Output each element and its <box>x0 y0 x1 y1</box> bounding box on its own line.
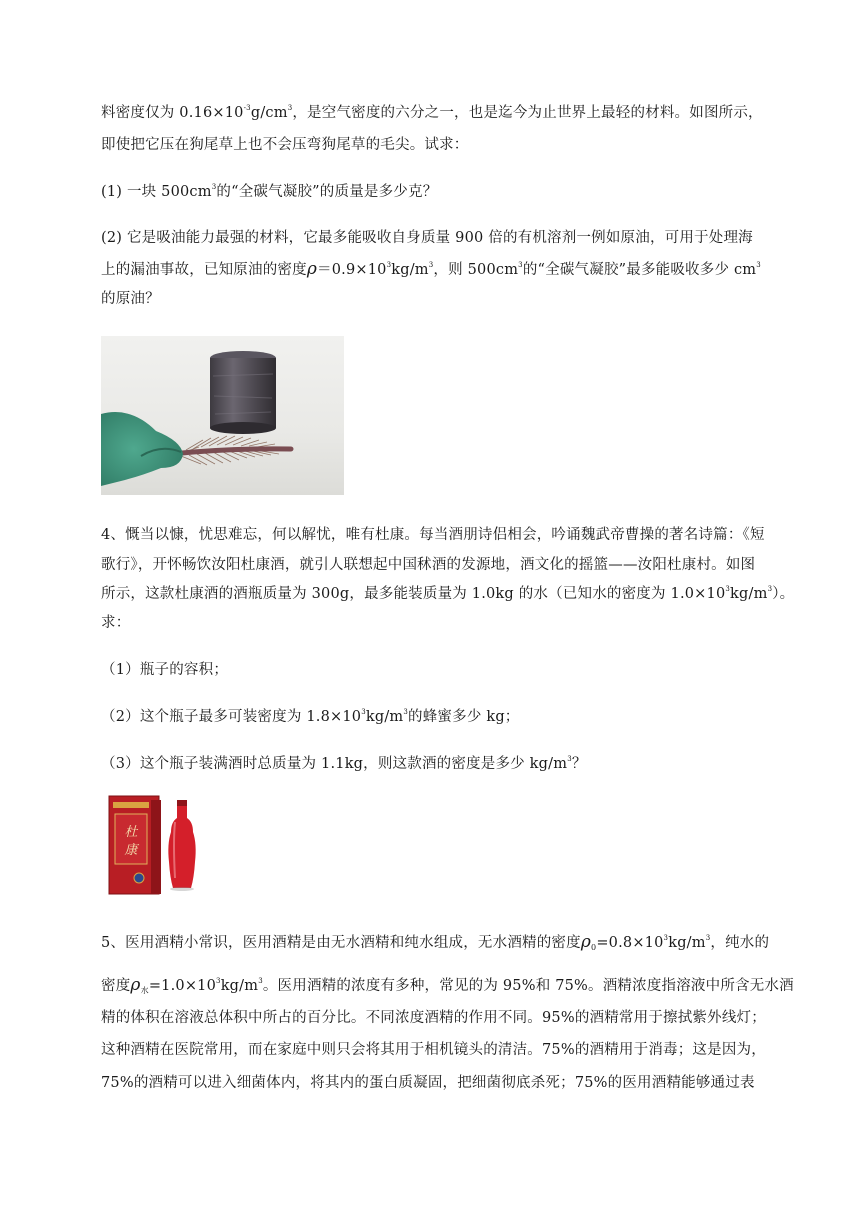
question-3-2-line-1: (2) 它是吸油能力最强的材料，它最多能吸收自身质量 900 倍的有机溶剂一例如原油，可用于处理海 <box>101 230 753 246</box>
problem5-text-line-3: 精的体积在溶液总体积中所占的百分比。不同浓度酒精的作用不同。95%的酒精常用于擦拭紫外线灯； <box>101 1010 766 1026</box>
question-4-2: （2）这个瓶子最多可装密度为 $1.8\times 10^3kg/m^3$的蜂蜜多少 kg； <box>101 708 520 725</box>
box-brand-text-2: 康 <box>124 843 138 858</box>
question-4-1: （1）瓶子的容积； <box>101 662 229 678</box>
question-3-2-line-3: 的原油？ <box>101 291 160 307</box>
aerogel-on-grass-photo <box>101 336 344 495</box>
problem4-text-line-4: 求： <box>101 615 131 631</box>
question-3-2-line-2: 上的漏油事故，已知原油的密度$\rho=0.9\times 10^3kg/m^3$，则 $500cm^3$的“全碳气凝胶”最多能吸收多少 $cm^3$ <box>101 259 761 279</box>
problem3-text-line-2: 即使把它压在狗尾草上也不会压弯狗尾草的毛尖。试求： <box>101 137 469 153</box>
problem3-text-line-1: 料密度仅为 $0.16\times 10^{-3}g/cm^3$，是空气密度的六分之一，也是迄今为止世界上最轻的材料。如图所示， <box>101 104 763 121</box>
question-4-3: （3）这个瓶子装满酒时总质量为 1.1kg，则这款酒的密度是多少 $kg/m^3$？ <box>101 755 587 772</box>
problem5-text-line-4: 这种酒精在医院常用，而在家庭中则只会将其用于相机镜头的清洁。75%的酒精用于消毒；这是因为， <box>101 1042 766 1058</box>
problem4-text-line-2: 歌行》，开怀畅饮汝阳杜康酒，就引人联想起中国秫酒的发源地，酒文化的摇篮——汝阳杜康村。如图 <box>101 557 756 573</box>
problem5-text-line-5: 75%的酒精可以进入细菌体内，将其内的蛋白质凝固，把细菌彻底杀死；75%的医用酒精能够通过表 <box>101 1075 755 1091</box>
problem5-text-line-2: 密度$\rho_水=1.0\times 10^3kg/m^3$。医用酒精的浓度有多种，常见的为 95%和 75%。酒精浓度指溶液中所含无水酒 <box>101 975 794 995</box>
question-3-1: (1) 一块 $500cm^3$的“全碳气凝胶”的质量是多少克？ <box>101 183 438 200</box>
dukang-wine-photo <box>101 792 209 900</box>
problem5-text-line-1: 5、医用酒精小常识，医用酒精是由无水酒精和纯水组成，无水酒精的密度$\rho_0=0.8\times 10^3kg/m^3$，纯水的 <box>101 932 770 952</box>
wine-photo-drawing <box>101 792 209 900</box>
box-brand-text-1: 杜 <box>124 825 138 840</box>
aerogel-photo-drawing <box>101 336 344 495</box>
problem4-text-line-3: 所示，这款杜康酒的酒瓶质量为 300g，最多能装质量为 1.0kg 的水（已知水的密度为 $1.0\times 10^3kg/m^3$）。 <box>101 585 795 602</box>
problem4-text-line-1: 4、慨当以慷，忧思难忘，何以解忧，唯有杜康。每当酒朋诗侣相会，吟诵魏武帝曹操的著名诗篇：《短 <box>101 527 765 543</box>
